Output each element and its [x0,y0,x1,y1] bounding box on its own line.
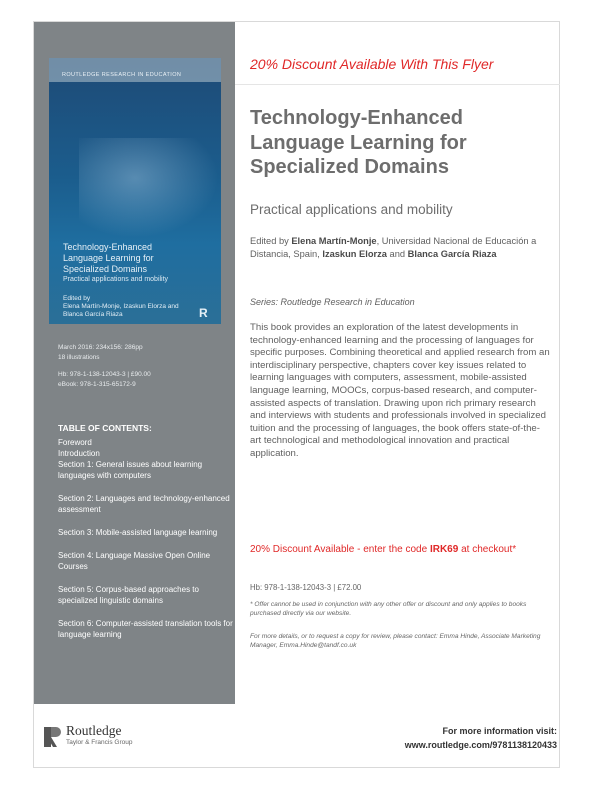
cover-series-label: ROUTLEDGE RESEARCH IN EDUCATION [62,72,182,78]
book-cover-image [49,58,221,324]
toc-item: Introduction [58,449,100,458]
cover-subtitle: Practical applications and mobility [63,276,169,283]
more-info [405,724,557,752]
cover-title-line: Language Learning for [63,253,154,263]
illustrations-count: 18 illustrations [58,354,100,361]
more-info-label: For more information visit: [442,726,557,736]
cover-title-line: Technology-Enhanced [63,242,153,252]
cover-publisher-logo: R [199,306,208,320]
series-label: Series: Routledge Research in Education [250,297,415,307]
table-of-contents [58,437,233,640]
editor-name: Blanca García Riaza [407,248,497,259]
toc-heading: TABLE OF CONTENTS: [58,423,152,433]
divider [235,84,560,85]
discounted-price: Hb: 978-1-138-12043-3 | £72.00 [250,583,362,592]
book-title: Technology-Enhanced Language Learning for Specialized Domains [250,107,467,178]
book-subtitle: Practical applications and mobility [250,202,453,217]
discount-code-offer [250,543,550,557]
cover-editors-line: Elena Martín-Monje, Izaskun Elorza and [63,303,179,310]
toc-item: Section 2: Languages and technology-enhanced assessment [58,494,230,514]
hardback-isbn: Hb: 978-1-138-12043-3 | £90.00 [58,371,151,378]
cover-editors-line: Edited by [63,295,91,302]
book-description: This book provides an exploration of the latest developments in technology-enhanced learning and the processing of languages for specific purposes. Combining theoretical and applied research from an interdisciplinary perspective, chapters cover key issues related to learning languages with computers, assessment, mobile-assisted language learning, MOOCs, corpus-based research, and computer-assisted aspects of translation. Drawing upon rich primary research and interviews with students and professionals involved in specialized tuition and the processing of languages, the book offers state-of-the-art technological and methodological innovation and practical application. [250,322,550,459]
routledge-logo-icon [43,725,61,749]
cover-editors-line: Blanca García Riaza [63,311,123,318]
cover-editors [63,295,208,319]
toc-item: Section 1: General issues about learning languages with computers [58,460,203,480]
cover-series-bar [49,58,221,82]
and-text: and [386,248,408,259]
promo-text: 20% Discount Available - enter the code [250,544,430,555]
promo-suffix: at checkout* [458,544,517,555]
website-link[interactable]: www.routledge.com/9781138120433 [404,740,557,750]
editor-affiliation: , Universidad Nacional de Educación a Distancia, Spain, [250,236,537,259]
ebook-isbn: eBook: 978-1-315-65172-9 [58,381,136,388]
cover-title [63,242,213,275]
cover-title-line: Specialized Domains [63,264,148,274]
toc-item: Section 5: Corpus-based approaches to specialized linguistic domains [58,585,199,605]
contact-info: For more details, or to request a copy for review, please contact: Emma Hinde, Associate Marketing Manager, Emma.Hinde@tandf.co.uk [250,633,541,649]
offer-terms: * Offer cannot be used in conjunction with any other offer or discount and only applies to books purchased directly via our website. [250,601,527,617]
routledge-tagline: Taylor & Francis Group [66,739,133,746]
book-metadata [58,343,228,390]
edited-prefix: Edited by [250,236,292,246]
discount-banner: 20% Discount Available With This Flyer [250,56,494,72]
editors-credit [250,235,550,260]
toc-item: Section 4: Language Massive Open Online Courses [58,551,211,571]
toc-item: Foreword [58,438,92,447]
editor-name: Elena Martín-Monje [291,236,377,246]
editor-name: Izaskun Elorza [322,248,387,259]
toc-item: Section 3: Mobile-assisted language learning [58,528,218,537]
publication-info: March 2016: 234x156: 286pp [58,344,143,351]
toc-item: Section 6: Computer-assisted translation tools for language learning [58,619,233,639]
cover-artwork [79,138,219,238]
promo-code: IRK69 [429,544,459,555]
routledge-logo: Routledge [66,723,122,738]
